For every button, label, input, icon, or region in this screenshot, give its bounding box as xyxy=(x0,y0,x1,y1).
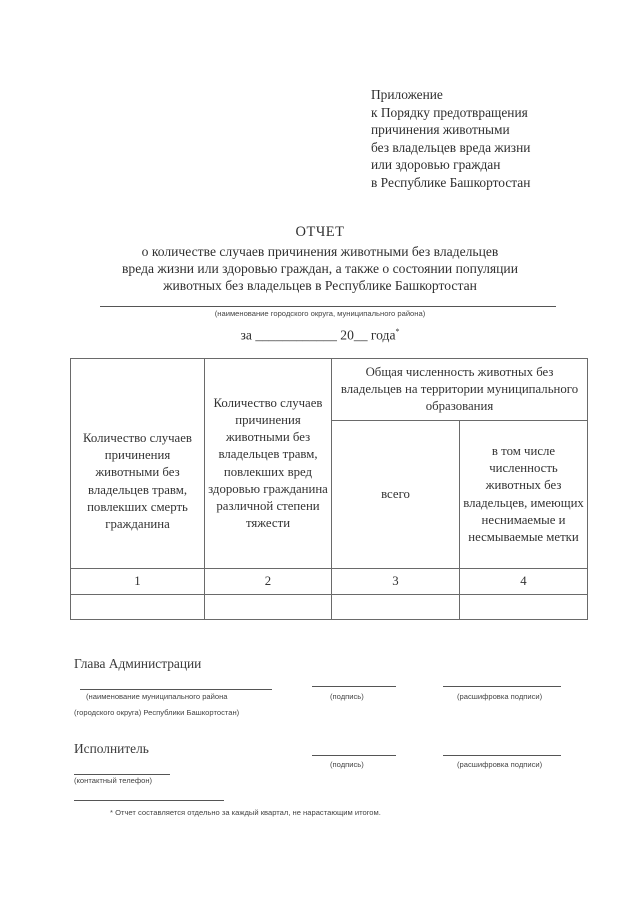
executor-decoding-line[interactable] xyxy=(443,755,561,756)
period-prefix: за xyxy=(240,327,252,343)
appendix-line: без владельцев вреда жизни xyxy=(371,139,531,155)
report-title: ОТЧЕТ xyxy=(295,224,345,240)
group-header: Общая численность животных без владельцев на территории муниципального образования xyxy=(332,359,588,421)
data-cell[interactable] xyxy=(332,595,460,620)
decoding-caption: (расшифровка подписи) xyxy=(457,692,543,701)
phone-line[interactable] xyxy=(74,774,170,775)
municipality-caption-2: (городского округа) Республики Башкортостан) xyxy=(74,708,240,717)
subtitle-line: животных без владельцев в Республике Башкортостан xyxy=(163,278,477,293)
footnote-mark: * xyxy=(395,327,400,336)
executor-title: Исполнитель xyxy=(74,741,149,756)
report-period xyxy=(0,327,640,344)
municipality-caption: (наименование муниципального района xyxy=(86,692,228,701)
period-suffix: года xyxy=(370,327,396,343)
district-name-line[interactable] xyxy=(100,306,556,307)
head-title: Глава Администрации xyxy=(74,656,202,671)
data-cell[interactable] xyxy=(460,595,588,620)
col4-header: в том числе численность животных без владельцев, имеющих неснимаемые и несмываемые метки xyxy=(460,421,588,569)
col1-header: Количество случаев причинения животными без владельцев травм, повлекших смерть гражданина xyxy=(71,359,205,569)
appendix-line: Приложение xyxy=(371,87,443,102)
executor-signature-line[interactable] xyxy=(312,755,396,756)
appendix-line: в Республике Башкортостан xyxy=(371,174,531,190)
district-caption: (наименование городского округа, муниципального района) xyxy=(214,309,426,318)
decoding-caption: (расшифровка подписи) xyxy=(457,760,543,769)
appendix-line: к Порядку предотвращения xyxy=(371,104,528,120)
period-year[interactable]: 20__ xyxy=(340,327,368,343)
data-cell[interactable] xyxy=(205,595,332,620)
report-subtitle xyxy=(60,243,580,294)
subtitle-line: о количестве случаев причинения животными без владельцев xyxy=(141,244,499,259)
col2-header: Количество случаев причинения животными без владельцев травм, повлекших вред здоровью гражданина различной степени тяжести xyxy=(205,359,332,569)
data-cell[interactable] xyxy=(71,595,205,620)
subtitle-line: вреда жизни или здоровью граждан, а также о состоянии популяции xyxy=(122,261,518,276)
column-number: 3 xyxy=(332,569,460,595)
signature-caption: (подпись) xyxy=(330,692,364,701)
head-decoding-line[interactable] xyxy=(443,686,561,687)
footnote-separator xyxy=(74,800,224,801)
phone-caption: (контактный телефон) xyxy=(74,776,153,785)
signature-caption: (подпись) xyxy=(330,760,364,769)
appendix-block xyxy=(371,86,611,192)
col3-header: всего xyxy=(332,421,460,569)
column-number: 2 xyxy=(205,569,332,595)
column-number: 4 xyxy=(460,569,588,595)
appendix-line: причинения животными xyxy=(371,122,510,138)
report-table xyxy=(70,358,588,620)
municipality-line[interactable] xyxy=(80,689,272,690)
footnote: * Отчет составляется отдельно за каждый квартал, не нарастающим итогом. xyxy=(110,808,381,817)
column-number: 1 xyxy=(71,569,205,595)
head-signature-line[interactable] xyxy=(312,686,396,687)
appendix-line: или здоровью граждан xyxy=(371,157,501,173)
period-blank[interactable]: ____________ xyxy=(255,327,337,343)
